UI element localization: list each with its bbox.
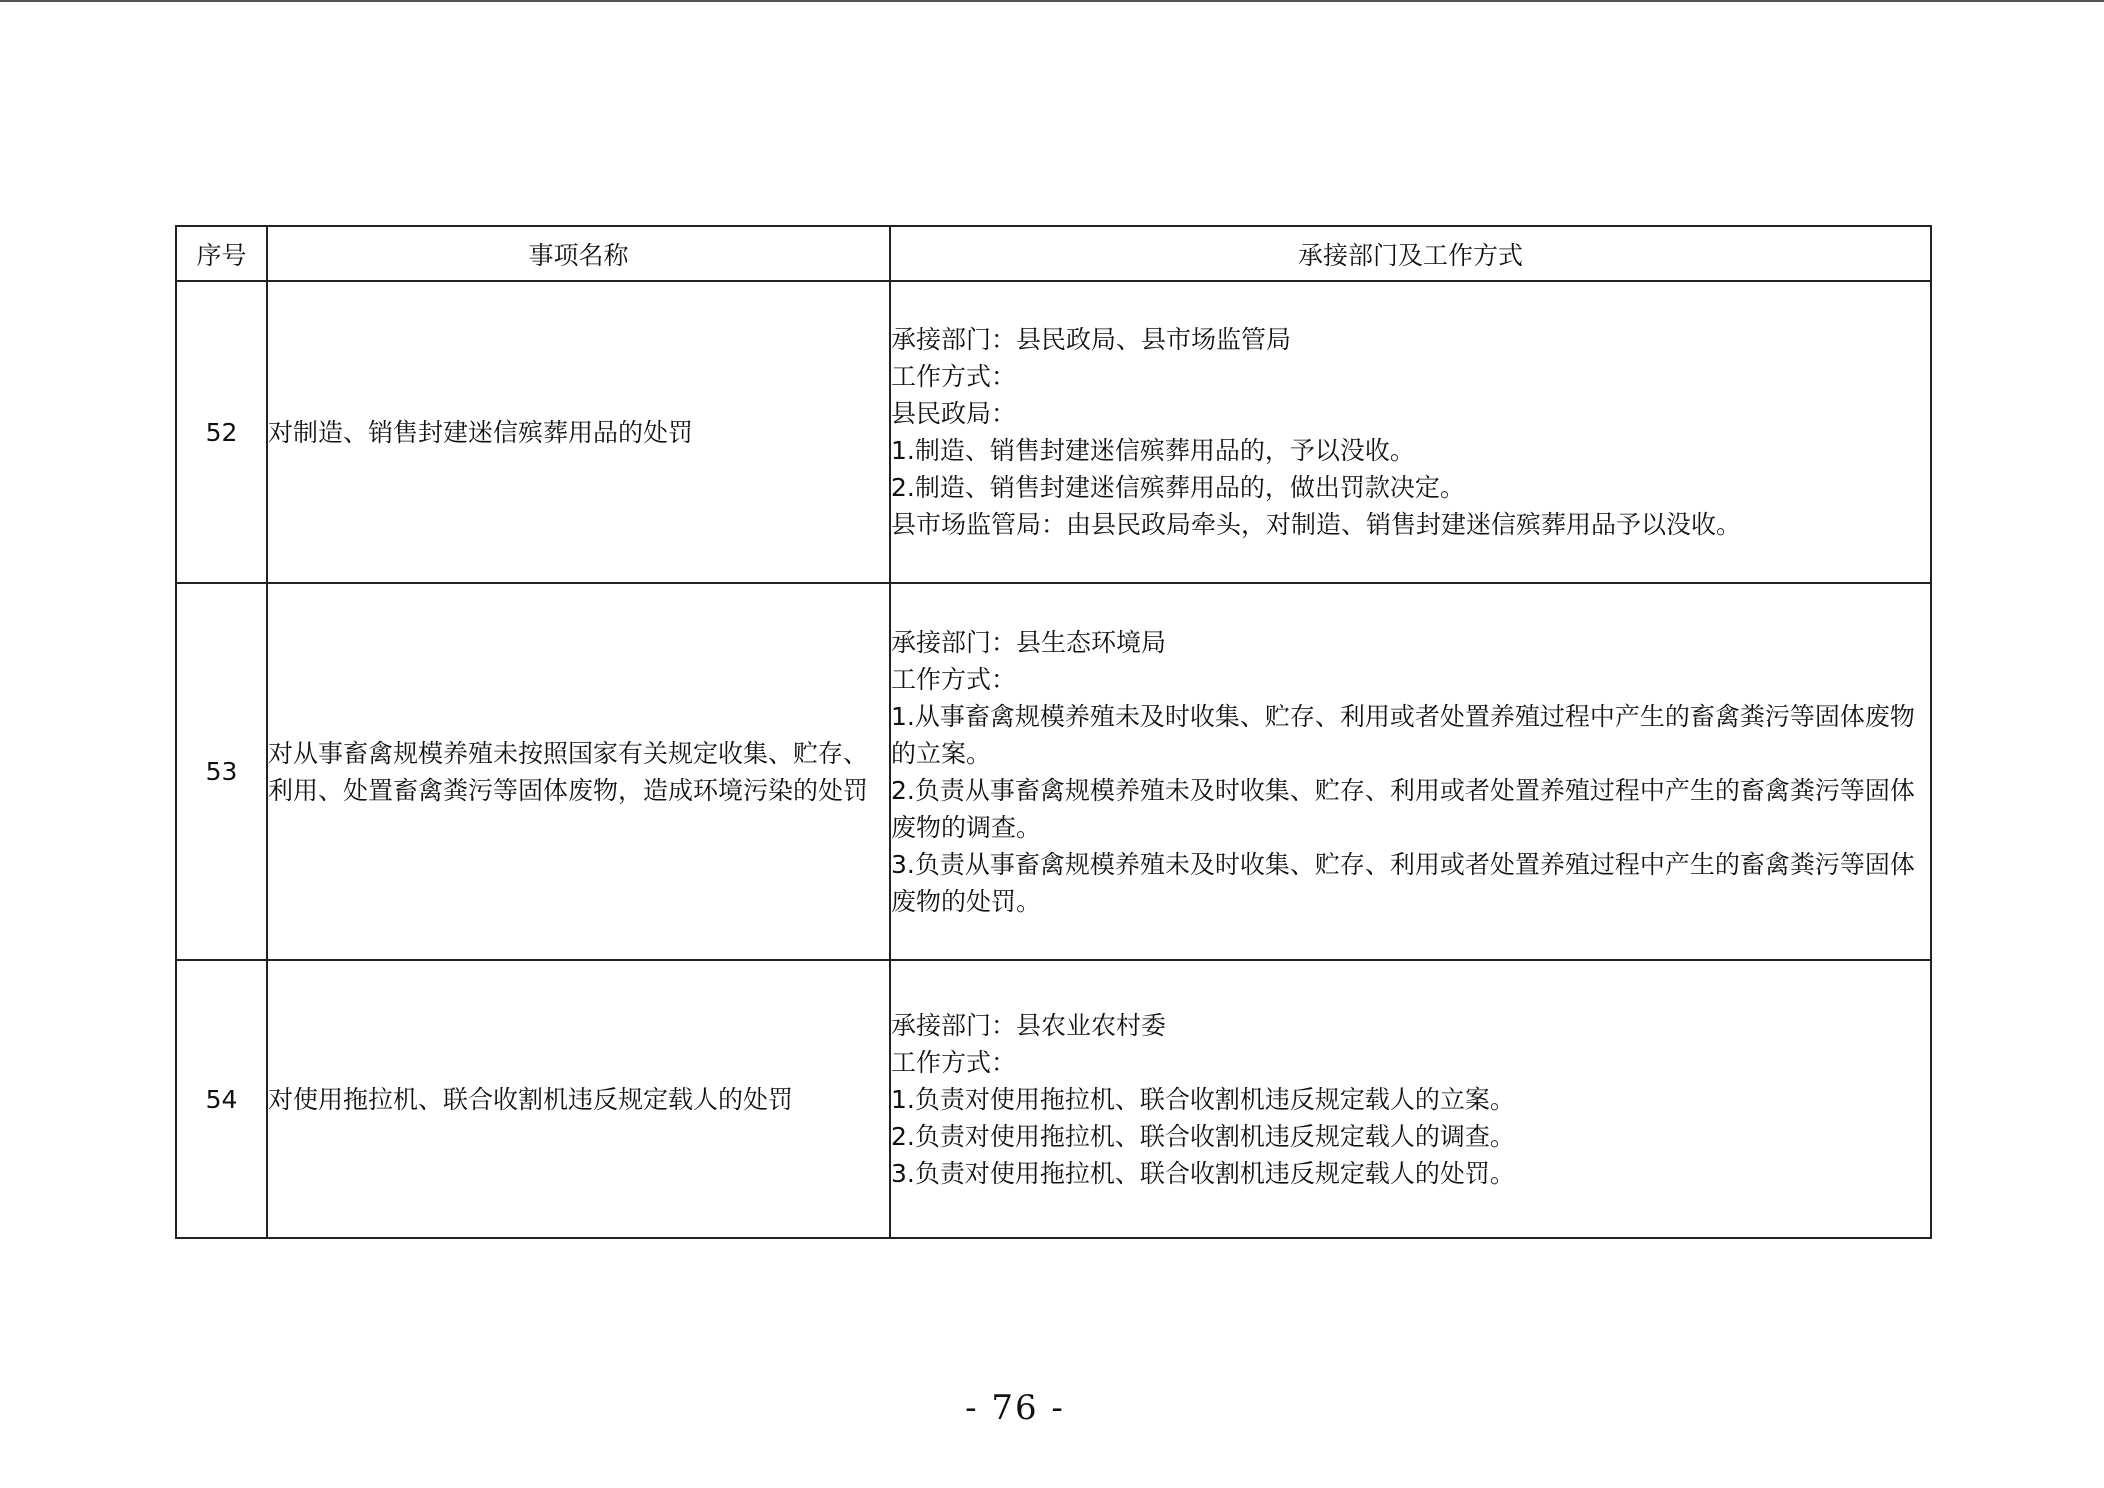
table-row xyxy=(176,281,1931,583)
row-number: 54 xyxy=(176,960,267,1238)
row-number: 53 xyxy=(176,583,267,960)
table-row xyxy=(176,583,1931,960)
method-line: 承接部门：县农业农村委 xyxy=(891,1010,1167,1040)
top-border-line xyxy=(0,0,2104,2)
department-method xyxy=(890,960,1931,1238)
department-method xyxy=(890,583,1931,960)
table-row xyxy=(176,960,1931,1238)
method-line: 工作方式： xyxy=(891,664,1017,694)
method-line: 1.从事畜禽规模养殖未及时收集、贮存、利用或者处置养殖过程中产生的畜禽粪污等固体废物的立案。 xyxy=(891,701,1915,768)
table-header-row xyxy=(176,226,1931,281)
method-line: 3.负责对使用拖拉机、联合收割机违反规定载人的处罚。 xyxy=(891,1158,1515,1188)
method-line: 1.负责对使用拖拉机、联合收割机违反规定载人的立案。 xyxy=(891,1084,1515,1114)
method-line: 承接部门：县生态环境局 xyxy=(891,627,1167,657)
method-line: 工作方式： xyxy=(891,1047,1017,1077)
method-line: 县民政局： xyxy=(891,399,1017,428)
method-line: 1.制造、销售封建迷信殡葬用品的，予以没收。 xyxy=(891,436,1415,465)
department-method xyxy=(890,281,1931,583)
header-department-method: 承接部门及工作方式 xyxy=(890,226,1931,281)
method-line: 2.制造、销售封建迷信殡葬用品的，做出罚款决定。 xyxy=(891,473,1465,502)
row-number: 52 xyxy=(176,281,267,583)
header-number: 序号 xyxy=(176,226,267,281)
method-line: 工作方式： xyxy=(891,362,1017,391)
header-item-name: 事项名称 xyxy=(267,226,890,281)
method-line: 县市场监管局：由县民政局牵头，对制造、销售封建迷信殡葬用品予以没收。 xyxy=(891,510,1742,539)
method-line: 2.负责对使用拖拉机、联合收割机违反规定载人的调查。 xyxy=(891,1121,1515,1151)
method-line: 3.负责从事畜禽规模养殖未及时收集、贮存、利用或者处置养殖过程中产生的畜禽粪污等固体废物的处罚。 xyxy=(891,849,1915,916)
page-number: - 76 - xyxy=(965,1388,1065,1428)
method-line: 承接部门：县民政局、县市场监管局 xyxy=(891,325,1292,354)
item-name: 对从事畜禽规模养殖未按照国家有关规定收集、贮存、利用、处置畜禽粪污等固体废物，造成环境污染的处罚 xyxy=(267,583,890,960)
matters-table xyxy=(175,225,1932,1239)
item-name: 对制造、销售封建迷信殡葬用品的处罚 xyxy=(267,281,890,583)
item-name: 对使用拖拉机、联合收割机违反规定载人的处罚 xyxy=(267,960,890,1238)
method-line: 2.负责从事畜禽规模养殖未及时收集、贮存、利用或者处置养殖过程中产生的畜禽粪污等固体废物的调查。 xyxy=(891,775,1915,842)
